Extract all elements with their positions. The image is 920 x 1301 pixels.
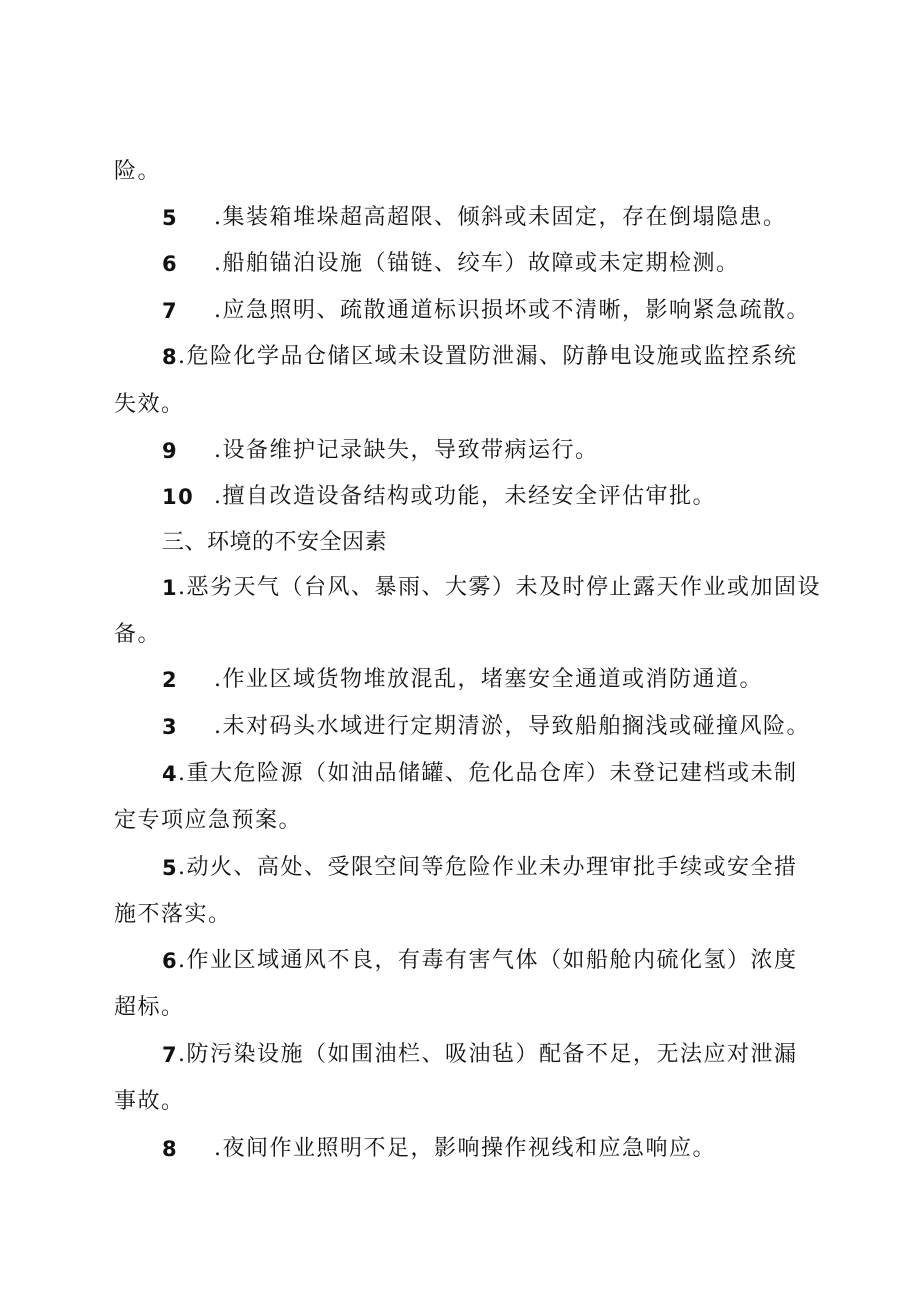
item-number: 5 (162, 206, 179, 230)
item-text: .未对码头水域进行定期清淤，导致船舶搁浅或碰撞风险。 (214, 714, 810, 739)
item-text: .作业区域货物堆放混乱，堵塞安全通道或消防通道。 (214, 667, 763, 692)
item-text: .应急照明、疏散通道标识损坏或不清晰，影响紧急疏散。 (214, 298, 810, 323)
item-text: .动火、高处、受限空间等危险作业未办理审批手续或安全措 (178, 855, 798, 880)
item-number: 9 (162, 439, 179, 463)
item-number: 8 (162, 1137, 179, 1161)
item-text: .擅自改造设备结构或功能，未经安全评估审批。 (214, 484, 716, 509)
continuation-text: 定专项应急预案。 (114, 808, 303, 833)
item-text: .设备维护记录缺失，导致带病运行。 (214, 438, 599, 463)
continuation-text: 事故。 (114, 1089, 185, 1114)
continuation-text: 失效。 (114, 392, 185, 417)
item-number: 6 (162, 252, 179, 276)
item-text: .防污染设施（如围油栏、吸油毡）配备不足，无法应对泄漏 (178, 1042, 798, 1067)
item-number: 1 (162, 576, 179, 600)
item-number: 7 (162, 1043, 179, 1067)
continuation-text: 备。 (114, 622, 162, 647)
heading-text: 三、环境的不安全因素 (162, 530, 388, 555)
item-text: .集装箱堆垛超高超限、倾斜或未固定，存在倒塌隐患。 (214, 205, 787, 230)
continuation-text: 施不落实。 (114, 902, 232, 927)
item-number: 3 (162, 715, 179, 739)
item-number: 6 (162, 949, 179, 973)
item-text: .危险化学品仓储区域未设置防泄漏、防静电设施或监控系统 (178, 344, 798, 369)
item-text: .夜间作业照明不足，影响操作视线和应急响应。 (214, 1136, 716, 1161)
item-number: 10 (162, 485, 195, 509)
item-text: .船舶锚泊设施（锚链、绞车）故障或未定期检测。 (214, 251, 740, 276)
item-number: 4 (162, 762, 179, 786)
item-number: 2 (162, 668, 179, 692)
item-text: .重大危险源（如油品储罐、危化品仓库）未登记建档或未制 (178, 761, 798, 786)
item-text: .作业区域通风不良，有毒有害气体（如船舱内硫化氢）浓度 (178, 948, 798, 973)
item-text: .恶劣天气（台风、暴雨、大雾）未及时停止露天作业或加固设 (178, 575, 821, 600)
item-number: 5 (162, 856, 179, 880)
continuation-text: 超标。 (114, 995, 185, 1020)
item-number: 8 (162, 345, 179, 369)
item-number: 7 (162, 299, 179, 323)
continuation-text: 险。 (114, 159, 162, 184)
